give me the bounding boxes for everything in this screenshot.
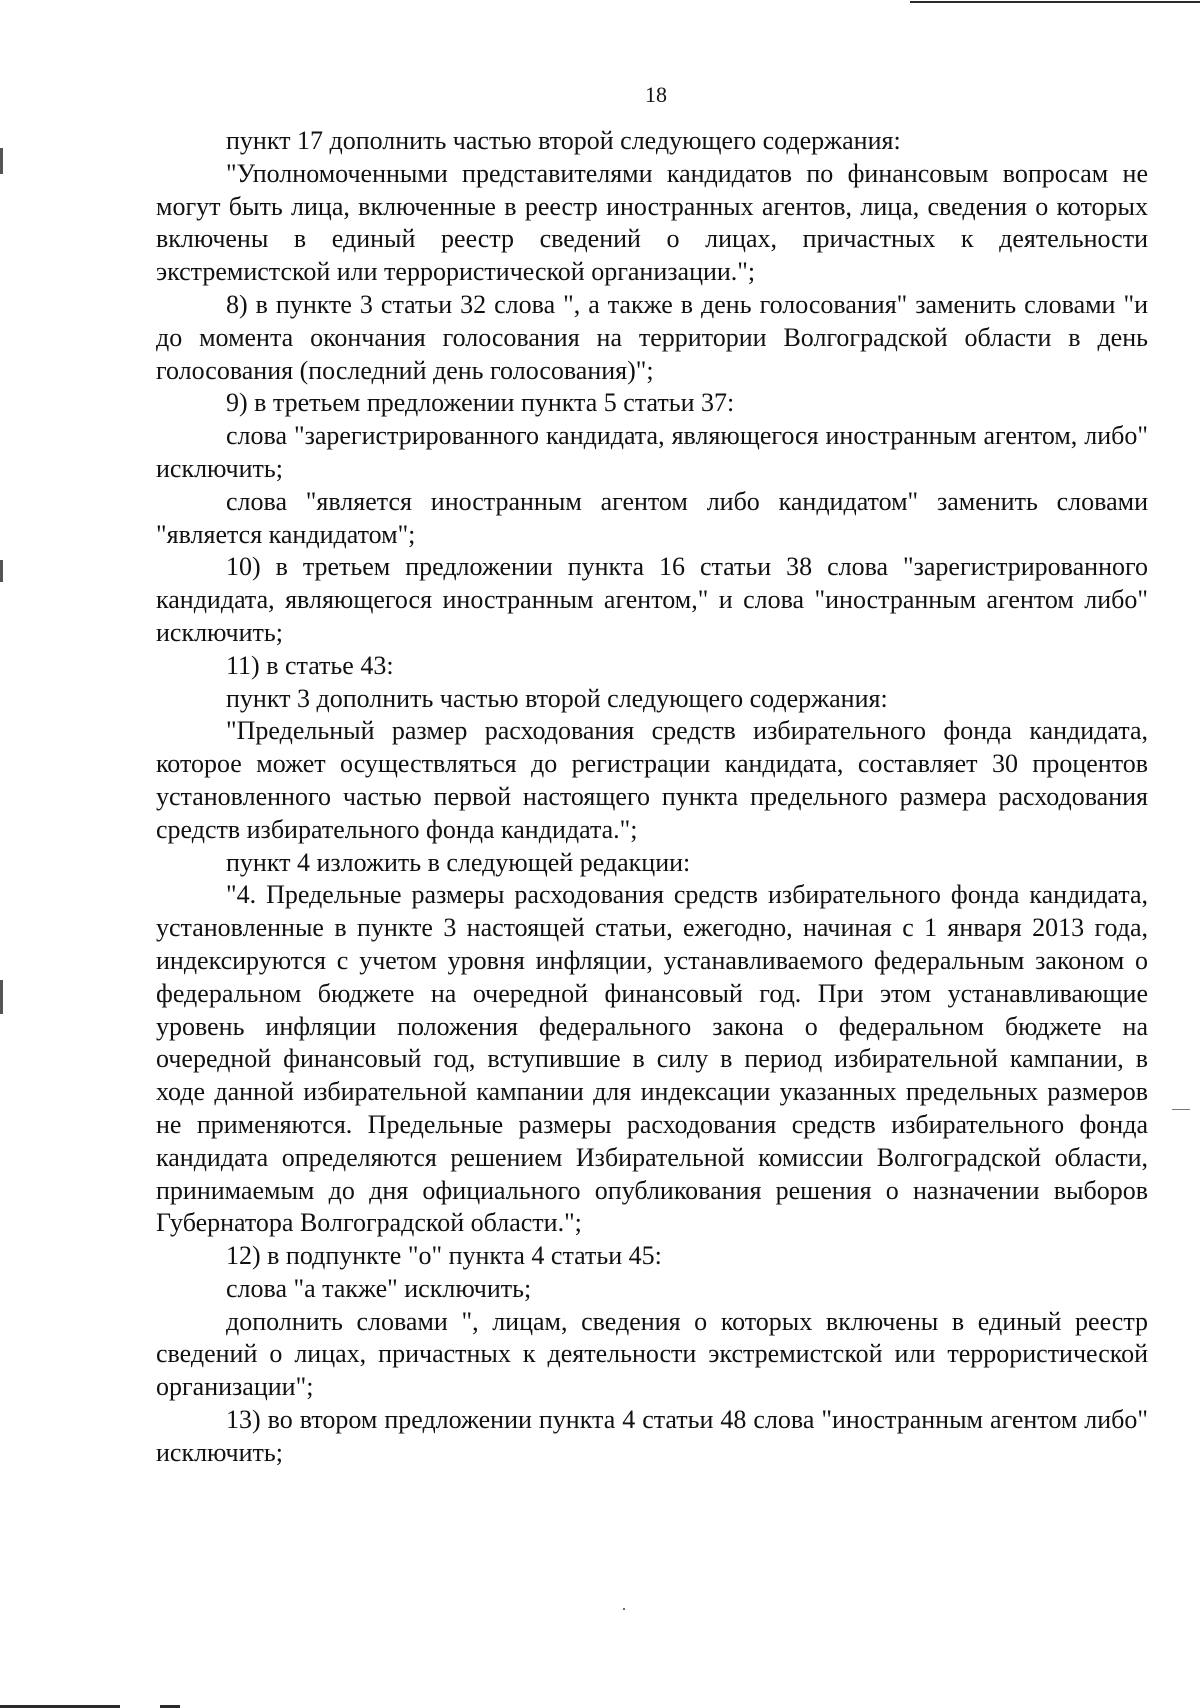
scan-margin-mark <box>0 560 3 582</box>
paragraph: 11) в статье 43: <box>226 650 394 680</box>
scan-margin-mark <box>1172 1109 1190 1110</box>
paragraph: дополнить словами ", лицам, сведения о которых включены в единый реестр сведений о лицах, причастных к деятельности экстремистской или террористической организации"; <box>156 1306 1148 1402</box>
paragraph: пункт 17 дополнить частью второй следующего содержания: <box>226 126 901 155</box>
paragraph: 13) во втором предложении пункта 4 статьи 48 слова "иностранным агентом либо" исключить; <box>156 1405 1148 1467</box>
paragraph: 10) в третьем предложении пункта 16 статьи 38 слова "зарегистрированного кандидата, являющегося иностранным агентом," и слова "иностранным агентом либо" исключить; <box>156 552 1148 647</box>
paragraph: "4. Предельные размеры расходования средств избирательного фонда кандидата, установленные в пункте 3 настоящей статьи, ежегодно, начиная с 1 января 2013 года, индексируются с учетом уровня инфляции, устанавливаемого федеральным законом о федеральном бюджете на очередной финансовый год. При этом устанавливающие уровень инфляции положения федерального закона о федеральном бюджете на очередной финансовый год, вступившие в силу в период избирательной кампании, в ходе данной избирательной кампании для индексации указанных предельных размеров не применяются. Предельные размеры расходования средств избирательного фонда кандидата определяются решением Избирательной комиссии Волгоградской области, принимаемым до дня официального опубликования решения о назначении выборов Губернатора Волгоградской области."; <box>156 880 1148 1238</box>
paragraph: слова "является иностранным агентом либо кандидатом" заменить словами "является кандидатом"; <box>156 486 1148 549</box>
page-number: 18 <box>645 82 667 107</box>
paragraph: пункт 3 дополнить частью второй следующего содержания: <box>226 683 888 713</box>
paragraph: 9) в третьем предложении пункта 5 статьи 37: <box>226 388 735 418</box>
scan-margin-mark <box>0 980 3 1014</box>
scan-margin-mark <box>0 148 3 174</box>
paragraph: слова "а также" исключить; <box>226 1273 532 1303</box>
document-body <box>156 125 1148 1470</box>
paragraph: 8) в пункте 3 статьи 32 слова ", а также в день голосования" заменить словами "и до момента окончания голосования на территории Волгоградской области в день голосования (последний день голосования)"; <box>156 289 1148 385</box>
paragraph: 12) в подпункте "о" пункта 4 статьи 45: <box>226 1241 662 1271</box>
scan-edge-line-top <box>910 1 1200 3</box>
scan-speck <box>623 1608 625 1610</box>
paragraph: пункт 4 изложить в следующей редакции: <box>226 847 691 877</box>
paragraph: "Предельный размер расходования средств избирательного фонда кандидата, которое может осуществляться до регистрации кандидата, составляет 30 процентов установленного частью первой настоящего пункта предельного размера расходования средств избирательного фонда кандидата."; <box>156 716 1148 844</box>
paragraph: слова "зарегистрированного кандидата, являющегося иностранным агентом, либо" исключить; <box>156 421 1148 483</box>
paragraph: "Уполномоченными представителями кандидатов по финансовым вопросам не могут быть лица, включенные в реестр иностранных агентов, лица, сведения о которых включены в единый реестр сведений о лицах, причастных к деятельности экстремистской или террористической организации."; <box>156 158 1148 287</box>
